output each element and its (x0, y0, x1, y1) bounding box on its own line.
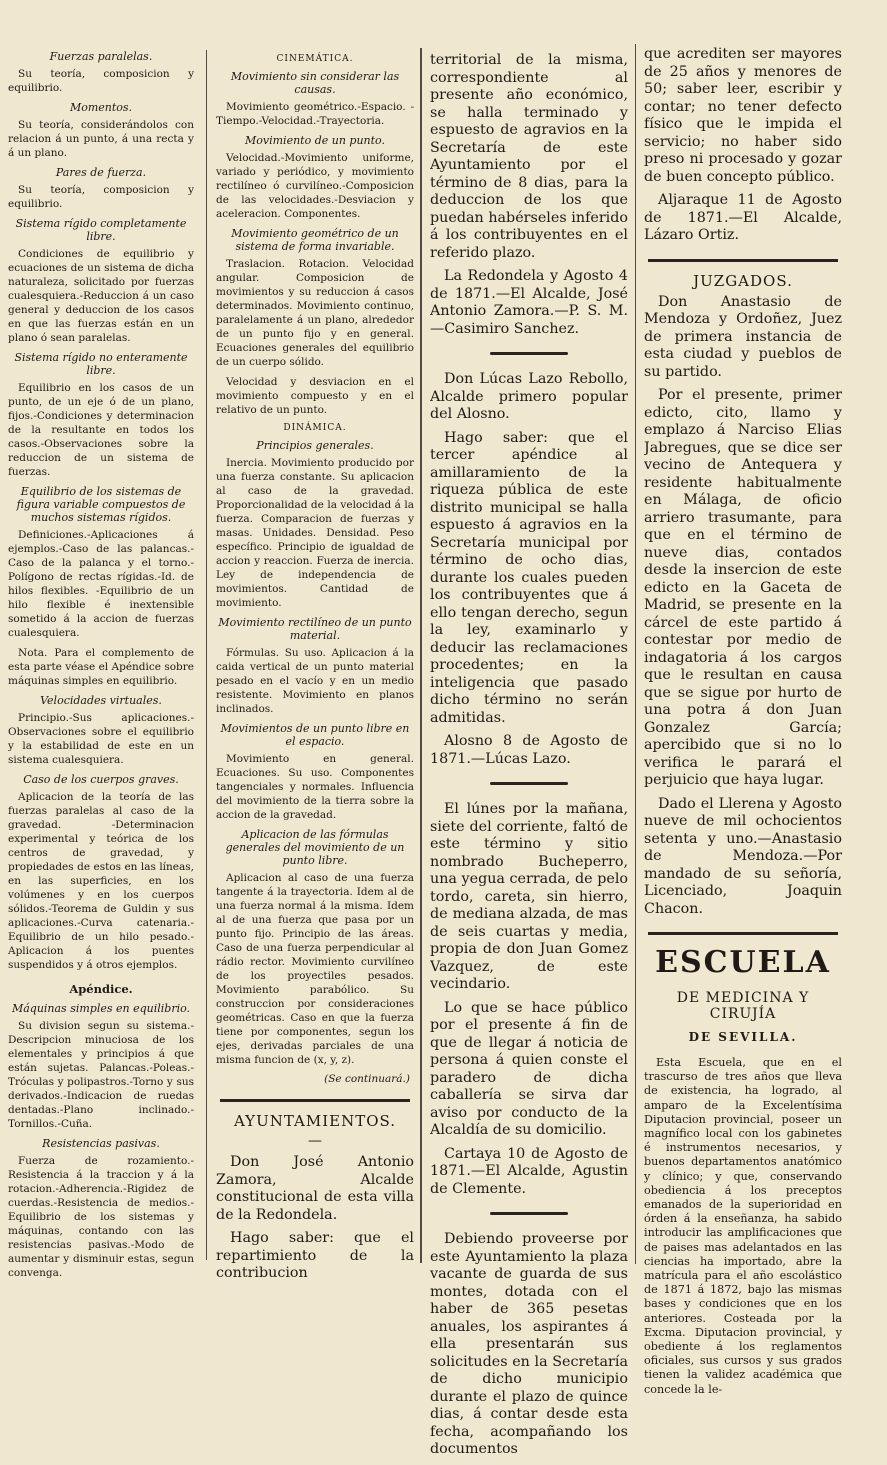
text-tercer-apendice: Hago saber: que el tercer apéndice al amillaramiento de la riqueza pública de este distrito municipal se halla espuesto á agravios en la Secretaría municipal por término de ocho dias, durante los cuales pueden los contribuyentes que á ello tengan derecho, segun la ley, examinarlo y deducir las reclamaciones procedentes; en la inteligencia que pasado dicho término no serán admitidas. (430, 429, 628, 726)
heading-dash: — (308, 1133, 322, 1149)
divider-3 (490, 1212, 568, 1215)
text-yegua: El lúnes por la mañana, siete del corriente, faltó de este término y sitio nombrado Bucheperro, una yegua cerrada, de pelo tordo, careta, sin hierro, de mediana alzada, de mas de seis cuartas y media, propia de don Juan Gomez Vazquez, de este vecindario. (430, 801, 628, 992)
heading-movimiento-punto: Movimiento de un punto. (245, 134, 385, 147)
text-velocidades: Principio.-Sus aplicaciones.-Observaciones sobre el equilibrio y la estabilidad de este en un sistema cualesquiera. (8, 712, 194, 766)
column-rule-1 (206, 50, 207, 1260)
column-3 (430, 52, 628, 1465)
text-cuerpos-graves: Aplicacion de la teoría de las fuerzas paralelas al caso de la gravedad. -Determinacion experimental y teórica de los centros de gravedad, y propiedades de estos en las líneas, en las superficies, en los volúmenes y en los cuerpos sólidos.-Teorema de Guldin y sus aplicaciones.-Curva catenaria.-Equilibrio de un hilo pesado.-Aplicacion á los puentes suspendidos y á otros ejemplos. (8, 791, 194, 971)
section-divider-escuela (648, 932, 838, 935)
text-aljaraque-sign: Aljaraque 11 de Agosto de 1871.—El Alcalde, Lázaro Ortiz. (644, 192, 842, 243)
text-pares: Su teoría, composicion y equilibrio. (8, 184, 194, 210)
text-llerena-sign: Dado el Llerena y Agosto nueve de mil ochocientos setenta y uno.—Anastasio de Mendoza.—Por mandado de su señoría, Licenciado, Joaquin Chacon. (644, 795, 842, 917)
heading-dinamica: DINÁMICA. (283, 423, 347, 433)
heading-equilibrio-sistemas: Equilibrio de los sistemas de figura variable compuestos de muchos sistemas rígidos. (16, 485, 186, 524)
heading-juzgados: JUZGADOS. (693, 271, 793, 290)
text-alosno-sign: Alosno 8 de Agosto de 1871.—Lúcas Lazo. (430, 733, 628, 767)
heading-momentos: Momentos. (69, 101, 133, 114)
heading-rectilineo: Movimiento rectilíneo de un punto material. (218, 616, 412, 642)
text-sistema-no-libre: Equilibrio en los casos de un punto, de un eje ó de un plano, fijos.-Condiciones y determinacion de la resultante en todos los casos.-Observaciones sobre la reduccion de un sistema de fuerzas. (8, 382, 194, 478)
heading-cinematica: CINEMÁTICA. (276, 54, 354, 64)
heading-fuerzas-paralelas: Fuerzas paralelas. (49, 50, 153, 63)
text-rectilineo: Fórmulas. Su uso. Aplicacion á la caida vertical de un punto material pesado en el vacío y en un medio resistente. Movimiento en planos inclinados. (216, 647, 414, 715)
text-principios: Inercia. Movimiento producido por una fuerza constante. Su aplicacion al caso de la gravedad. Proporcionalidad de la velocidad á la fuerza. Comparacion de fuerzas y masas. Unidades. Densidad. Peso específico. Principio de igualdad de accion y reaccion. Fuerza de inercia. Ley de independencia de movimientos. Cantidad de movimiento. (216, 457, 414, 609)
text-guarda-montes: Debiendo proveerse por este Ayuntamiento la plaza vacante de guarda de sus montes, dotada con el haber de 365 pesetas anuales, los aspirantes á ella presentarán sus solicitudes en la Secretaría de dicho municipio durante el plazo de quince dias, á contar desde esta fecha, acompañando los documentos (430, 1231, 628, 1457)
text-fuerzas: Su teoría, composicion y equilibrio. (8, 68, 194, 94)
heading-punto-libre: Movimientos de un punto libre en el espacio. (220, 722, 410, 748)
text-momentos: Su teoría, considerándolos con relacion á un punto, á una recta y á un plano. (8, 119, 194, 159)
text-lazo: Don Lúcas Lazo Rebollo, Alcalde primero popular del Alosno. (430, 371, 628, 422)
heading-principios: Principios generales. (256, 439, 374, 452)
column-4 (644, 46, 842, 1403)
column-1 (8, 44, 194, 1286)
text-juez-mendoza: Don Anastasio de Mendoza y Ordoñez, Juez de primera instancia de esta ciudad y pueblos de su partido. (644, 293, 842, 380)
text-zamora: Don José Antonio Zamora, Alcalde constitucional de esta villa de la Redondela. (216, 1154, 414, 1223)
text-resistencias: Fuerza de rozamiento.-Resistencia á la traccion y á la rotacion.-Adherencia.-Rigidez de cuerdas.-Resistencia de medios.-Equilibrio de los sistemas y máquinas, contando con las resistencias pasivas.-Modo de aumentar y disminuir estas, segun convenga. (8, 1155, 194, 1279)
heading-resistencias: Resistencias pasivas. (42, 1137, 160, 1150)
text-cartaya-sign: Cartaya 10 de Agosto de 1871.—El Alcalde, Agustin de Clemente. (430, 1145, 628, 1197)
heading-cuerpos-graves: Caso de los cuerpos graves. (23, 773, 179, 786)
heading-medicina: DE MEDICINA Y CIRUJÍA (676, 990, 810, 1022)
heading-pares: Pares de fuerza. (55, 166, 147, 179)
text-sistema-libre: Condiciones de equilibrio y ecuaciones de un sistema de dicha naturaleza, solicitado por fuerzas cualesquiera.-Reduccion á un caso general y deduccion de los casos en que las fuerzas están en un plano ó sean paralelas. (8, 248, 194, 344)
text-redondela-sign: La Redondela y Agosto 4 de 1871.—El Alcalde, José Antonio Zamora.—P. S. M. —Casimiro Sanchez. (430, 268, 628, 337)
heading-sistema-libre: Sistema rígido completamente libre. (15, 217, 187, 243)
continuara-note: (Se continuará.) (324, 1073, 410, 1085)
heading-ayuntamientos: AYUNTAMIENTOS. (233, 1112, 397, 1130)
text-escuela: Esta Escuela, que en el trascurso de tres años que lleva de existencia, ha logrado, al amparo de la Excelentísima Diputacion provincial, poseer un magnífico local con los gabinetes é instrumentos necesarios, y buenos departamentos anatómico y clínico; y que, conservando obediencia á los preceptos emanados de la superioridad en órden á la enseñanza, ha sabido introducir las amplificaciones que de paises mas adelantados en las ciencias ha importado, abre la matrícula para el año escolástico de 1871 á 1872, bajo las mismas bases y condiciones que en los anteriores. Costeada por la Excma. Diputacion provincial, y obediente á los reglamentos oficiales, sus cursos y sus grados tienen la validez académica que concede la le- (644, 1056, 842, 1396)
heading-sistema-no-libre: Sistema rígido no enteramente libre. (14, 351, 188, 377)
text-movimiento-causas: Movimiento geométrico.-Espacio. -Tiempo.-Velocidad.-Trayectoria. (216, 101, 414, 127)
text-aplicacion-formulas: Aplicacion al caso de una fuerza tangente á la trayectoria. Idem al de una fuerza normal á la misma. Idem al de una fuerza que pasa por un punto fijo. Principio de las áreas. Caso de una fuerza perpendicular al rádio rector. Movimiento curvilíneo de los proyectiles pesados. Movimiento parabólico. Su construccion por consideraciones geométricas. Caso en que la fuerza tiene por componentes, segun los ejes, derivadas parciales de una misma funcion de (x, y, z). (216, 872, 414, 1066)
text-requisitos: que acrediten ser mayores de 25 años y menores de 50; saber leer, escribir y contar; no tener defecto físico que le impida el servicio; no haber sido preso ni procesado y gozar de buen concepto público. (644, 46, 842, 185)
heading-maquinas: Máquinas simples en equilibrio. (11, 1002, 191, 1015)
section-divider-juzgados (648, 259, 838, 262)
heading-escuela: ESCUELA (655, 945, 831, 980)
heading-sevilla: DE SEVILLA. (688, 1030, 798, 1044)
text-maquinas: Su division segun su sistema.-Descripcion minuciosa de los elementales y principios á que están sujetas. Palancas.-Poleas.-Tróculas y polipastros.-Torno y sus derivados.-Indicacion de ruedas dentadas.-Plano inclinado.-Tornillos.-Cuña. (8, 1020, 194, 1130)
heading-velocidades: Velocidades virtuales. (40, 694, 162, 707)
heading-aplicacion-formulas: Aplicacion de las fórmulas generales del movimiento de un punto libre. (225, 828, 405, 867)
text-movimiento-geometrico-2: Velocidad y desviacion en el movimiento compuesto y en el relativo de un punto. (216, 376, 414, 416)
column-2 (216, 48, 414, 1289)
column-rule-3 (635, 44, 636, 1264)
text-hago-saber-zamora: Hago saber: que el repartimiento de la contribucion (216, 1230, 414, 1281)
text-punto-libre: Movimiento en general. Ecuaciones. Su uso. Componentes tangenciales y normales. Influencia del movimiento de la tierra sobre la accion de la gravedad. (216, 753, 414, 821)
text-territorial: territorial de la misma, correspondiente al presente año económico, se halla terminado y espuesto de agravios en la Secretaría de este Ayuntamiento por el término de 8 dias, para la deduccion de los que puedan habérseles inferido á los contribuyentes en el referido plazo. (430, 52, 628, 261)
column-rule-2 (420, 48, 422, 1263)
text-edicto: Por el presente, primer edicto, cito, llamo y emplazo á Narciso Elias Jabregues, que se dice ser vecino de Antequera y residente habitualmente en Málaga, de oficio arriero trasumante, para que en el término de nueve dias, contados desde la insercion de este edicto en la Gaceta de Madrid, se presente en la cárcel de este partido á contestar por medio de indagatoria á los cargos que le resultan en causa que se sigue por hurto de una potra á don Juan Gonzalez García; apercibido que si no lo verifica le parará el perjuicio que haya lugar. (644, 387, 842, 788)
heading-apendice: Apéndice. (69, 982, 133, 996)
heading-movimiento-causas: Movimiento sin considerar las causas. (230, 70, 400, 96)
text-equilibrio-sistemas: Definiciones.-Aplicaciones á ejemplos.-Caso de las palancas.-Caso de la palanca y el torno.-Polígono de rectas rígidas.-Id. de hilos flexibles. -Equilibrio de un hilo flexible é inextensible sometido á la accion de fuerzas cualesquiera. (8, 529, 194, 639)
text-nota: Nota. Para el complemento de esta parte véase el Apéndice sobre máquinas simples en equilibrio. (8, 647, 194, 687)
text-movimiento-punto: Velocidad.-Movimiento uniforme, variado y periódico, y movimiento rectilíneo ó curvilíneo.-Composicion de las velocidades.-Desviacion y aceleracion. Componentes. (216, 152, 414, 220)
section-divider (220, 1099, 410, 1102)
divider-2 (490, 782, 568, 785)
heading-movimiento-geometrico: Movimiento geométrico de un sistema de forma invariable. (231, 227, 399, 253)
text-movimiento-geometrico-1: Traslacion. Rotacion. Velocidad angular. Composicion de movimientos y su reduccion á casos determinados. Movimiento continuo, paralelamente á un plano, alrededor de un punto fijo y en general. Ecuaciones generales del equilibrio de un cuerpo sólido. (216, 258, 414, 368)
text-publico: Lo que se hace público por el presente á fin de que de llegar á noticia de persona á quien conste el paradero de dicha caballería se sirva dar aviso por conducto de la Alcaldía de su domicilio. (430, 999, 628, 1138)
divider-1 (490, 352, 568, 355)
